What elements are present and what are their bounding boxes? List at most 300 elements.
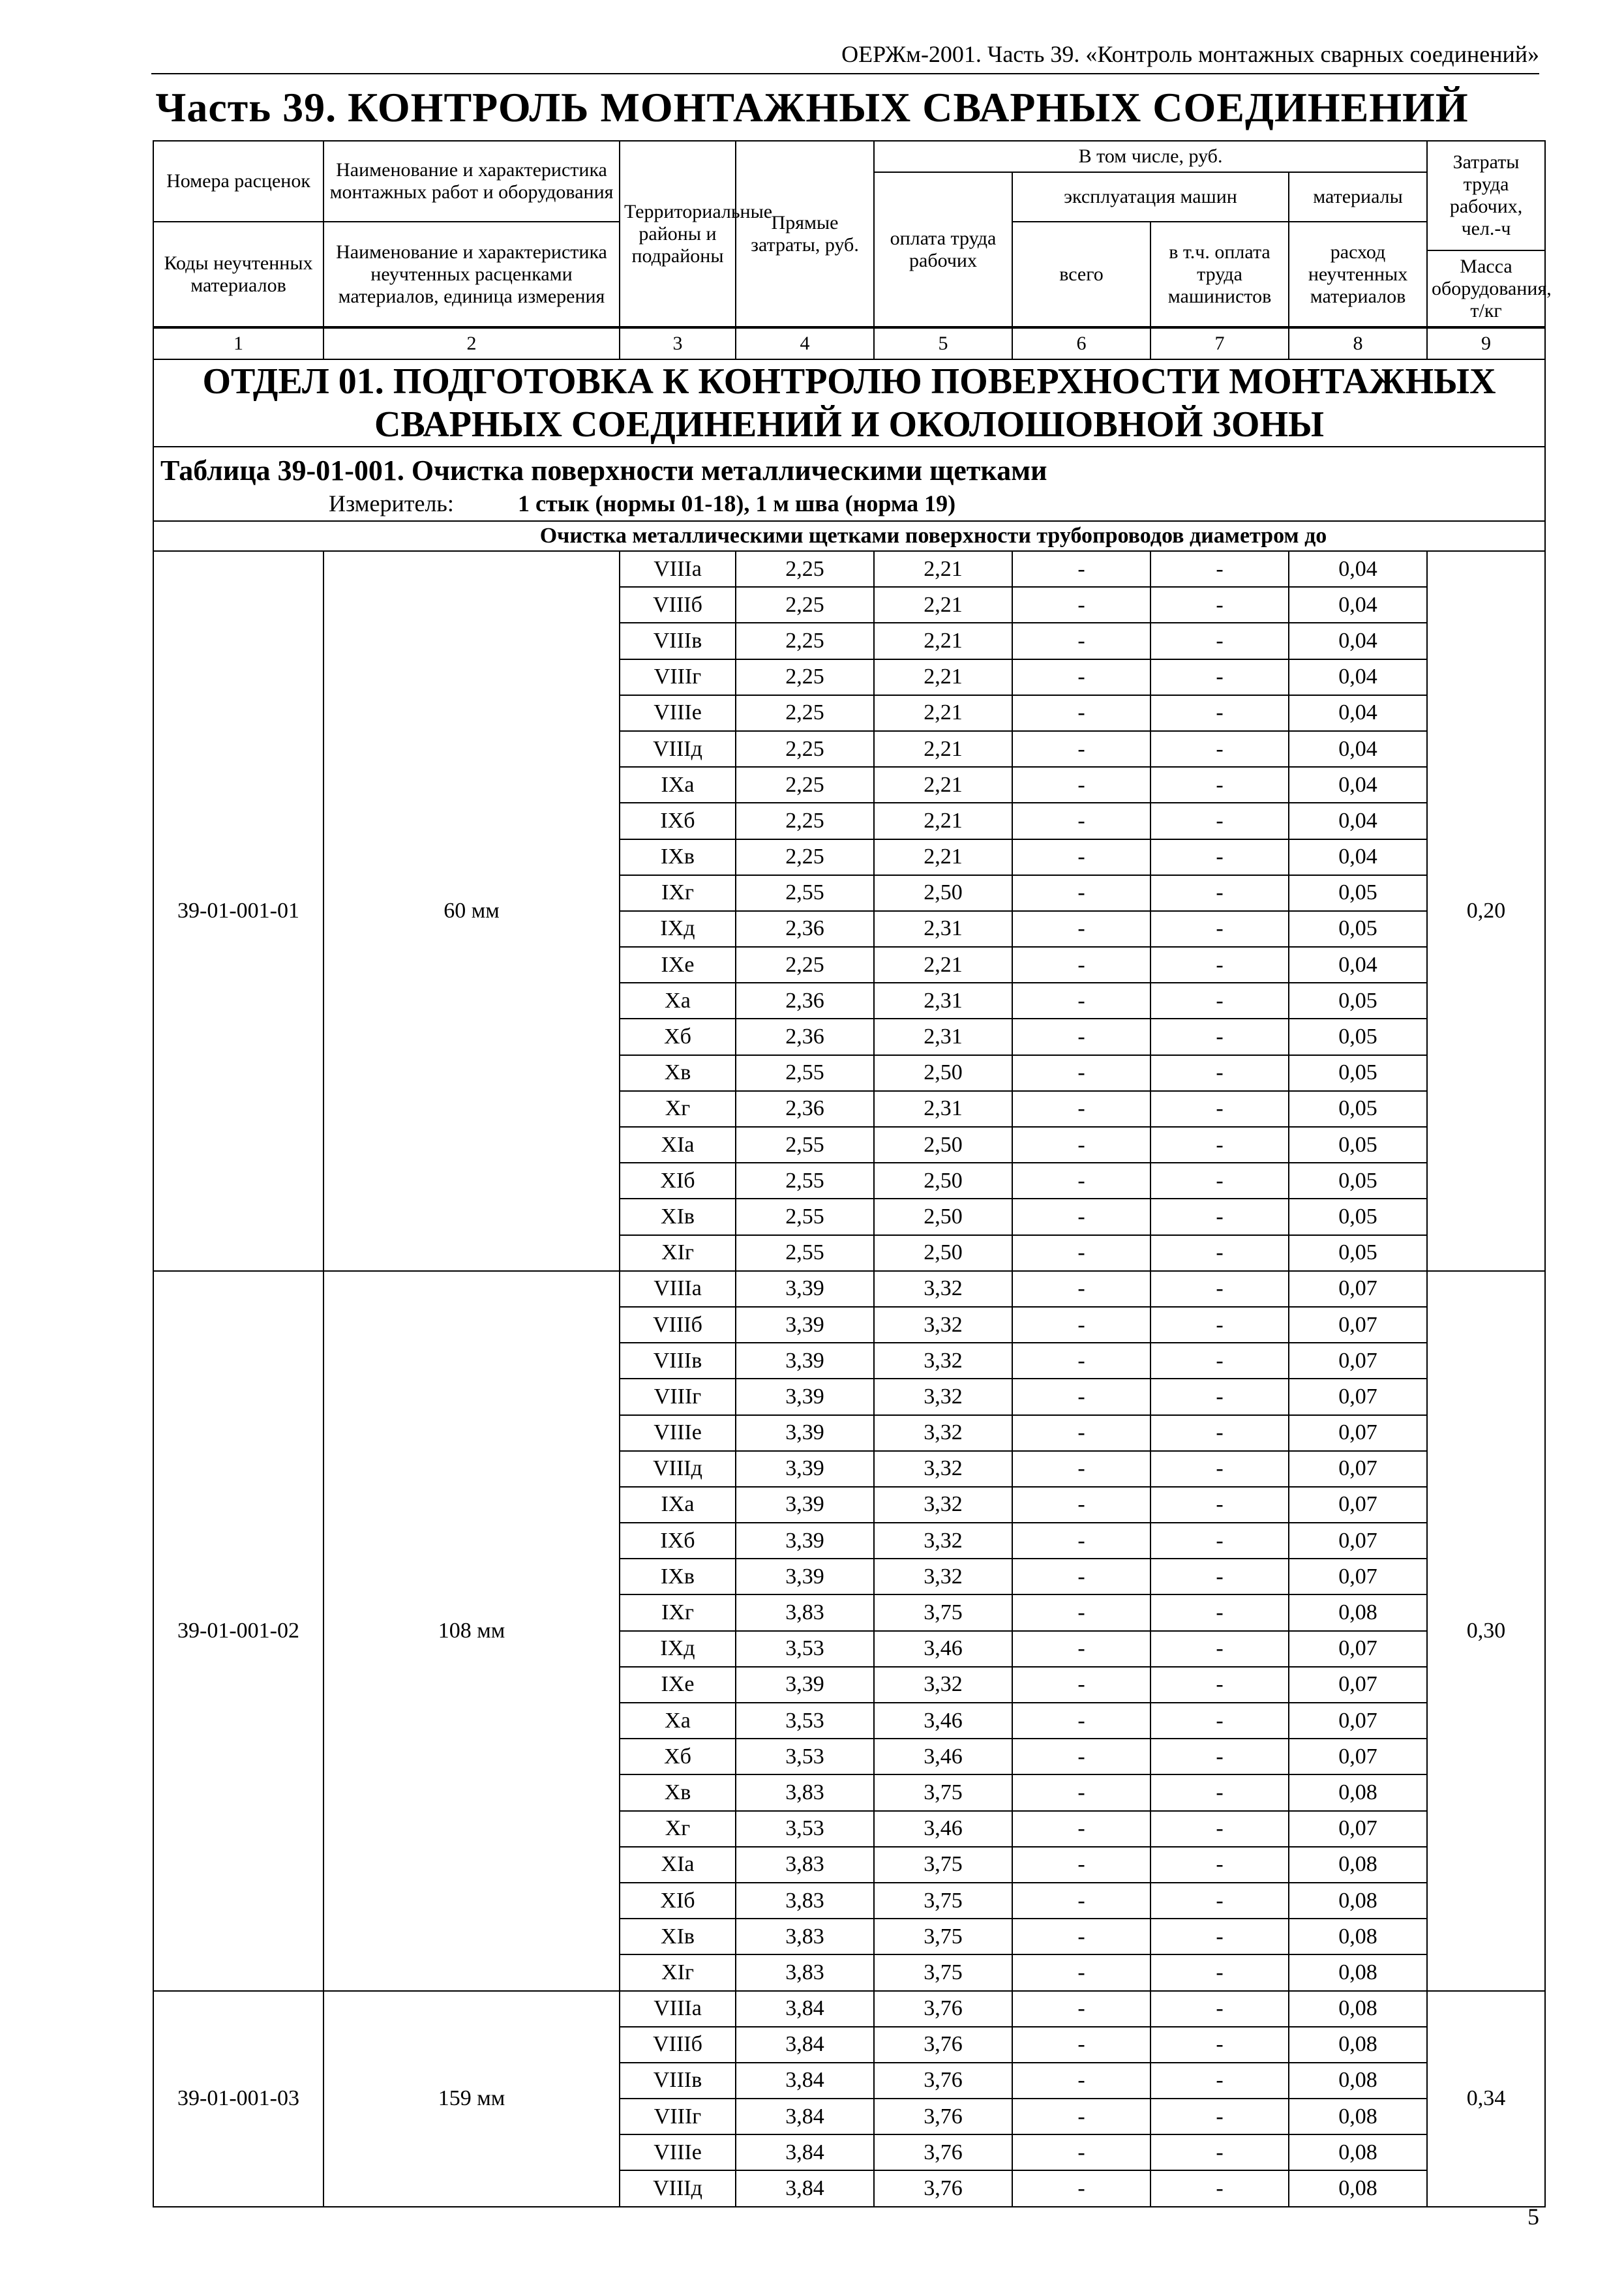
machines-total: - — [1012, 1235, 1150, 1271]
machines-total: - — [1012, 2063, 1150, 2099]
zone: IXв — [620, 839, 736, 875]
col1-top-header: Номера расценок — [153, 141, 323, 222]
zone: VIIIб — [620, 2027, 736, 2063]
zone: Xг — [620, 1091, 736, 1127]
zone: VIIIв — [620, 2063, 736, 2099]
col4-header: Прямые затраты, руб. — [736, 141, 874, 327]
column-number: 9 — [1427, 327, 1545, 359]
materials-cost: 0,05 — [1289, 983, 1427, 1019]
machinist-pay: - — [1150, 2134, 1289, 2170]
machinist-pay: - — [1150, 839, 1289, 875]
zone: VIIIг — [620, 1379, 736, 1414]
materials-cost: 0,08 — [1289, 1991, 1427, 2027]
worker-pay: 3,46 — [874, 1703, 1012, 1739]
zone: XIа — [620, 1847, 736, 1883]
rates-body — [153, 551, 1545, 2207]
machines-header: эксплуатация машин — [1012, 172, 1289, 222]
materials-cost: 0,08 — [1289, 2134, 1427, 2170]
direct-cost: 3,83 — [736, 1774, 874, 1810]
zone: IXб — [620, 1523, 736, 1559]
machinist-pay: - — [1150, 1631, 1289, 1667]
worker-pay: 3,32 — [874, 1343, 1012, 1379]
direct-cost: 3,84 — [736, 2027, 874, 2063]
machines-total: - — [1012, 1739, 1150, 1774]
machinist-pay: - — [1150, 911, 1289, 947]
zone: VIIIб — [620, 587, 736, 623]
worker-pay: 2,31 — [874, 1091, 1012, 1127]
direct-cost: 2,25 — [736, 731, 874, 767]
machines-total: - — [1012, 731, 1150, 767]
direct-cost: 2,36 — [736, 1019, 874, 1055]
machinist-pay: - — [1150, 1199, 1289, 1234]
worker-pay: 3,76 — [874, 1991, 1012, 2027]
zone: Xв — [620, 1774, 736, 1810]
table-title: Таблица 39-01-001. Очистка поверхности металлическими щетками — [160, 455, 1047, 486]
machinist-pay: - — [1150, 1919, 1289, 1954]
worker-pay: 3,75 — [874, 1883, 1012, 1919]
direct-cost: 2,55 — [736, 1235, 874, 1271]
meter-label: Измеритель: — [329, 490, 454, 516]
table-title-block — [153, 447, 1545, 521]
machinist-pay: - — [1150, 1487, 1289, 1523]
header-rule — [151, 73, 1539, 74]
direct-cost: 3,39 — [736, 1415, 874, 1451]
materials-cost: 0,08 — [1289, 2170, 1427, 2206]
worker-pay: 2,21 — [874, 731, 1012, 767]
worker-pay: 3,32 — [874, 1667, 1012, 1703]
table-row — [153, 1271, 1545, 1307]
direct-cost: 3,39 — [736, 1307, 874, 1343]
machinist-pay: - — [1150, 803, 1289, 839]
machines-total: - — [1012, 1774, 1150, 1810]
materials-cost: 0,07 — [1289, 1739, 1427, 1774]
zone: XIв — [620, 1919, 736, 1954]
materials-cost: 0,07 — [1289, 1631, 1427, 1667]
worker-pay: 3,76 — [874, 2027, 1012, 2063]
machines-total: - — [1012, 2027, 1150, 2063]
machinist-pay: - — [1150, 1307, 1289, 1343]
machinist-pay: - — [1150, 1343, 1289, 1379]
materials-cost: 0,08 — [1289, 2063, 1427, 2099]
materials-cost: 0,08 — [1289, 1594, 1427, 1630]
materials-cost: 0,07 — [1289, 1523, 1427, 1559]
machines-total: - — [1012, 695, 1150, 731]
direct-cost: 3,53 — [736, 1811, 874, 1847]
direct-cost: 3,83 — [736, 1883, 874, 1919]
machinist-pay: - — [1150, 731, 1289, 767]
running-header: ОЕРЖм-2001. Часть 39. «Контроль монтажных сварных соединений» — [841, 41, 1539, 67]
materials-cost: 0,07 — [1289, 1559, 1427, 1594]
direct-cost: 3,39 — [736, 1487, 874, 1523]
direct-cost: 2,36 — [736, 983, 874, 1019]
machinist-pay: - — [1150, 1991, 1289, 2027]
machinist-pay: - — [1150, 2170, 1289, 2206]
machinist-pay: - — [1150, 1594, 1289, 1630]
machinist-pay: - — [1150, 875, 1289, 911]
machinist-pay: - — [1150, 695, 1289, 731]
zone: VIIIд — [620, 731, 736, 767]
machines-total: - — [1012, 1307, 1150, 1343]
machinist-pay: - — [1150, 1774, 1289, 1810]
worker-pay: 3,76 — [874, 2063, 1012, 2099]
zone: VIIIг — [620, 659, 736, 695]
direct-cost: 3,83 — [736, 1847, 874, 1883]
direct-cost: 2,36 — [736, 1091, 874, 1127]
direct-cost: 3,53 — [736, 1703, 874, 1739]
direct-cost: 2,25 — [736, 695, 874, 731]
machines-total: - — [1012, 2134, 1150, 2170]
zone: VIIIа — [620, 1991, 736, 2027]
col5-header: оплата труда рабочих — [874, 172, 1012, 327]
machinist-pay: - — [1150, 1127, 1289, 1163]
machines-total: - — [1012, 1271, 1150, 1307]
zone: VIIIе — [620, 2134, 736, 2170]
col2-top-header: Наименование и характеристика монтажных работ и оборудования — [323, 141, 620, 222]
materials-cost: 0,07 — [1289, 1451, 1427, 1487]
machinist-pay: - — [1150, 2063, 1289, 2099]
worker-pay: 3,32 — [874, 1379, 1012, 1414]
machines-total: - — [1012, 2099, 1150, 2134]
direct-cost: 3,39 — [736, 1559, 874, 1594]
zone: IXб — [620, 803, 736, 839]
materials-cost: 0,04 — [1289, 767, 1427, 803]
zone: VIIIв — [620, 1343, 736, 1379]
zone: VIIIг — [620, 2099, 736, 2134]
worker-pay: 2,21 — [874, 947, 1012, 983]
machinist-pay: - — [1150, 1415, 1289, 1451]
direct-cost: 3,83 — [736, 1919, 874, 1954]
direct-cost: 3,53 — [736, 1631, 874, 1667]
materials-cost: 0,07 — [1289, 1343, 1427, 1379]
page-number: 5 — [1527, 2204, 1539, 2230]
zone: IXа — [620, 767, 736, 803]
machinist-pay: - — [1150, 1379, 1289, 1414]
zone: IXд — [620, 1631, 736, 1667]
direct-cost: 3,39 — [736, 1271, 874, 1307]
materials-cost: 0,04 — [1289, 659, 1427, 695]
direct-cost: 3,84 — [736, 2170, 874, 2206]
zone: IXе — [620, 947, 736, 983]
machines-total: - — [1012, 1811, 1150, 1847]
machinist-pay: - — [1150, 1811, 1289, 1847]
materials-cost: 0,07 — [1289, 1667, 1427, 1703]
zone: Xв — [620, 1055, 736, 1091]
materials-cost: 0,08 — [1289, 2099, 1427, 2134]
materials-cost: 0,08 — [1289, 1919, 1427, 1954]
zone: VIIIе — [620, 695, 736, 731]
labor-cost: 0,30 — [1427, 1271, 1545, 1991]
materials-header: материалы — [1289, 172, 1427, 222]
machines-total: - — [1012, 1847, 1150, 1883]
direct-cost: 3,39 — [736, 1523, 874, 1559]
worker-pay: 3,32 — [874, 1307, 1012, 1343]
machines-total: - — [1012, 1883, 1150, 1919]
machinist-pay: - — [1150, 1235, 1289, 1271]
machinist-pay: - — [1150, 659, 1289, 695]
worker-pay: 2,31 — [874, 983, 1012, 1019]
worker-pay: 2,31 — [874, 911, 1012, 947]
materials-cost: 0,05 — [1289, 1019, 1427, 1055]
machines-total: - — [1012, 1019, 1150, 1055]
materials-cost: 0,07 — [1289, 1379, 1427, 1414]
worker-pay: 2,50 — [874, 875, 1012, 911]
col1-bottom-header: Коды неучтенных материалов — [153, 222, 323, 327]
direct-cost: 2,25 — [736, 659, 874, 695]
zone: XIв — [620, 1199, 736, 1234]
materials-cost: 0,04 — [1289, 839, 1427, 875]
machines-total: - — [1012, 1954, 1150, 1990]
column-number: 2 — [323, 327, 620, 359]
zone: IXг — [620, 1594, 736, 1630]
machines-total: - — [1012, 1631, 1150, 1667]
col6-header: всего — [1012, 222, 1150, 327]
machinist-pay: - — [1150, 1883, 1289, 1919]
machinist-pay: - — [1150, 947, 1289, 983]
direct-cost: 3,84 — [736, 2063, 874, 2099]
zone: VIIIа — [620, 1271, 736, 1307]
machinist-pay: - — [1150, 623, 1289, 659]
worker-pay: 2,50 — [874, 1199, 1012, 1234]
direct-cost: 2,55 — [736, 1055, 874, 1091]
incl-header: В том числе, руб. — [874, 141, 1427, 172]
meter-value: 1 стык (нормы 01-18), 1 м шва (норма 19) — [518, 490, 956, 516]
col2-bottom-header: Наименование и характеристика неучтенных расценками материалов, единица измерения — [323, 222, 620, 327]
machines-total: - — [1012, 1523, 1150, 1559]
worker-pay: 2,50 — [874, 1163, 1012, 1199]
worker-pay: 3,76 — [874, 2099, 1012, 2134]
column-number: 8 — [1289, 327, 1427, 359]
machinist-pay: - — [1150, 1559, 1289, 1594]
worker-pay: 2,21 — [874, 587, 1012, 623]
materials-cost: 0,05 — [1289, 875, 1427, 911]
machines-total: - — [1012, 875, 1150, 911]
direct-cost: 2,36 — [736, 911, 874, 947]
col7-header: в т.ч. оплата труда машинистов — [1150, 222, 1289, 327]
machines-total: - — [1012, 767, 1150, 803]
work-name: 108 мм — [323, 1271, 620, 1991]
zone: VIIIд — [620, 2170, 736, 2206]
zone: Xа — [620, 1703, 736, 1739]
direct-cost: 2,25 — [736, 947, 874, 983]
worker-pay: 3,76 — [874, 2134, 1012, 2170]
worker-pay: 3,76 — [874, 2170, 1012, 2206]
materials-cost: 0,08 — [1289, 1883, 1427, 1919]
materials-cost: 0,07 — [1289, 1811, 1427, 1847]
worker-pay: 2,50 — [874, 1055, 1012, 1091]
worker-pay: 2,50 — [874, 1235, 1012, 1271]
materials-cost: 0,04 — [1289, 623, 1427, 659]
worker-pay: 2,50 — [874, 1127, 1012, 1163]
machines-total: - — [1012, 1667, 1150, 1703]
labor-cost: 0,20 — [1427, 551, 1545, 1271]
materials-cost: 0,05 — [1289, 1163, 1427, 1199]
materials-cost: 0,08 — [1289, 1774, 1427, 1810]
column-number: 1 — [153, 327, 323, 359]
direct-cost: 2,25 — [736, 551, 874, 587]
zone: VIIIа — [620, 551, 736, 587]
zone: XIа — [620, 1127, 736, 1163]
machines-total: - — [1012, 1055, 1150, 1091]
machines-total: - — [1012, 839, 1150, 875]
worker-pay: 3,32 — [874, 1487, 1012, 1523]
machines-total: - — [1012, 1559, 1150, 1594]
direct-cost: 2,25 — [736, 803, 874, 839]
direct-cost: 3,83 — [736, 1954, 874, 1990]
direct-cost: 3,39 — [736, 1667, 874, 1703]
zone: XIб — [620, 1883, 736, 1919]
machinist-pay: - — [1150, 551, 1289, 587]
zone: Xб — [620, 1739, 736, 1774]
machines-total: - — [1012, 1487, 1150, 1523]
worker-pay: 3,32 — [874, 1559, 1012, 1594]
machinist-pay: - — [1150, 767, 1289, 803]
machinist-pay: - — [1150, 2027, 1289, 2063]
machinist-pay: - — [1150, 1667, 1289, 1703]
worker-pay: 3,32 — [874, 1271, 1012, 1307]
zone: IXв — [620, 1559, 736, 1594]
direct-cost: 3,53 — [736, 1739, 874, 1774]
zone: Xа — [620, 983, 736, 1019]
machines-total: - — [1012, 1343, 1150, 1379]
zone: Xб — [620, 1019, 736, 1055]
machinist-pay: - — [1150, 1271, 1289, 1307]
zone: VIIIв — [620, 623, 736, 659]
column-number: 6 — [1012, 327, 1150, 359]
zone: IXа — [620, 1487, 736, 1523]
machinist-pay: - — [1150, 1019, 1289, 1055]
materials-cost: 0,05 — [1289, 1127, 1427, 1163]
zone: VIIIд — [620, 1451, 736, 1487]
materials-cost: 0,05 — [1289, 1199, 1427, 1234]
worker-pay: 3,75 — [874, 1919, 1012, 1954]
direct-cost: 3,39 — [736, 1343, 874, 1379]
materials-cost: 0,05 — [1289, 1235, 1427, 1271]
subheading: Очистка металлическими щетками поверхности трубопроводов диаметром до — [153, 521, 1545, 551]
worker-pay: 3,46 — [874, 1631, 1012, 1667]
work-name: 159 мм — [323, 1991, 620, 2207]
machines-total: - — [1012, 1163, 1150, 1199]
materials-cost: 0,08 — [1289, 2027, 1427, 2063]
worker-pay: 2,21 — [874, 623, 1012, 659]
machinist-pay: - — [1150, 1847, 1289, 1883]
direct-cost: 3,84 — [736, 2134, 874, 2170]
direct-cost: 3,84 — [736, 2099, 874, 2134]
materials-cost: 0,04 — [1289, 947, 1427, 983]
col8-header: расход неучтенных материалов — [1289, 222, 1427, 327]
worker-pay: 2,21 — [874, 803, 1012, 839]
direct-cost: 3,84 — [736, 1991, 874, 2027]
materials-cost: 0,04 — [1289, 551, 1427, 587]
worker-pay: 2,21 — [874, 767, 1012, 803]
machinist-pay: - — [1150, 1055, 1289, 1091]
machinist-pay: - — [1150, 1523, 1289, 1559]
worker-pay: 3,75 — [874, 1594, 1012, 1630]
materials-cost: 0,07 — [1289, 1703, 1427, 1739]
column-number: 4 — [736, 327, 874, 359]
column-number: 5 — [874, 327, 1012, 359]
materials-cost: 0,05 — [1289, 911, 1427, 947]
machines-total: - — [1012, 1594, 1150, 1630]
machines-total: - — [1012, 551, 1150, 587]
machines-total: - — [1012, 587, 1150, 623]
worker-pay: 2,21 — [874, 551, 1012, 587]
machines-total: - — [1012, 1451, 1150, 1487]
labor-cost: 0,34 — [1427, 1991, 1545, 2207]
rates-table — [153, 140, 1552, 2207]
machines-total: - — [1012, 947, 1150, 983]
machines-total: - — [1012, 659, 1150, 695]
direct-cost: 3,39 — [736, 1379, 874, 1414]
materials-cost: 0,05 — [1289, 1055, 1427, 1091]
machinist-pay: - — [1150, 1163, 1289, 1199]
materials-cost: 0,04 — [1289, 695, 1427, 731]
col3-header: Территориальные районы и подрайоны — [620, 141, 736, 327]
zone: VIIIб — [620, 1307, 736, 1343]
worker-pay: 3,75 — [874, 1847, 1012, 1883]
worker-pay: 2,31 — [874, 1019, 1012, 1055]
worker-pay: 3,46 — [874, 1811, 1012, 1847]
worker-pay: 2,21 — [874, 659, 1012, 695]
machinist-pay: - — [1150, 983, 1289, 1019]
zone: XIг — [620, 1235, 736, 1271]
direct-cost: 2,55 — [736, 1199, 874, 1234]
meter-line — [160, 489, 1541, 518]
machinist-pay: - — [1150, 587, 1289, 623]
machines-total: - — [1012, 1415, 1150, 1451]
machines-total: - — [1012, 623, 1150, 659]
column-number: 3 — [620, 327, 736, 359]
work-name: 60 мм — [323, 551, 620, 1271]
machines-total: - — [1012, 1991, 1150, 2027]
col9-top-header: Затраты труда рабочих, чел.-ч — [1427, 141, 1545, 250]
direct-cost: 2,55 — [736, 1163, 874, 1199]
zone: XIб — [620, 1163, 736, 1199]
part-title: Часть 39. КОНТРОЛЬ МОНТАЖНЫХ СВАРНЫХ СОЕДИНЕНИЙ — [155, 84, 1469, 130]
worker-pay: 3,46 — [874, 1739, 1012, 1774]
machines-total: - — [1012, 983, 1150, 1019]
zone: Xг — [620, 1811, 736, 1847]
machinist-pay: - — [1150, 1703, 1289, 1739]
worker-pay: 3,32 — [874, 1451, 1012, 1487]
table-row — [153, 1991, 1545, 2027]
materials-cost: 0,04 — [1289, 803, 1427, 839]
machinist-pay: - — [1150, 1451, 1289, 1487]
machines-total: - — [1012, 1379, 1150, 1414]
materials-cost: 0,07 — [1289, 1415, 1427, 1451]
direct-cost: 2,25 — [736, 839, 874, 875]
direct-cost: 3,83 — [736, 1594, 874, 1630]
direct-cost: 3,39 — [736, 1451, 874, 1487]
machines-total: - — [1012, 2170, 1150, 2206]
materials-cost: 0,05 — [1289, 1091, 1427, 1127]
materials-cost: 0,07 — [1289, 1307, 1427, 1343]
machinist-pay: - — [1150, 1739, 1289, 1774]
worker-pay: 3,32 — [874, 1523, 1012, 1559]
materials-cost: 0,04 — [1289, 587, 1427, 623]
materials-cost: 0,07 — [1289, 1487, 1427, 1523]
machines-total: - — [1012, 803, 1150, 839]
machinist-pay: - — [1150, 1954, 1289, 1990]
worker-pay: 2,21 — [874, 839, 1012, 875]
rate-code: 39-01-001-02 — [153, 1271, 323, 1991]
section-title: ОТДЕЛ 01. ПОДГОТОВКА К КОНТРОЛЮ ПОВЕРХНОСТИ МОНТАЖНЫХ СВАРНЫХ СОЕДИНЕНИЙ И ОКОЛОШОВНОЙ ЗОНЫ — [153, 359, 1545, 447]
materials-cost: 0,04 — [1289, 731, 1427, 767]
col9-bottom-header: Масса оборудования, т/кг — [1427, 250, 1545, 327]
rate-code: 39-01-001-03 — [153, 1991, 323, 2207]
machines-total: - — [1012, 1091, 1150, 1127]
rate-code: 39-01-001-01 — [153, 551, 323, 1271]
machines-total: - — [1012, 911, 1150, 947]
